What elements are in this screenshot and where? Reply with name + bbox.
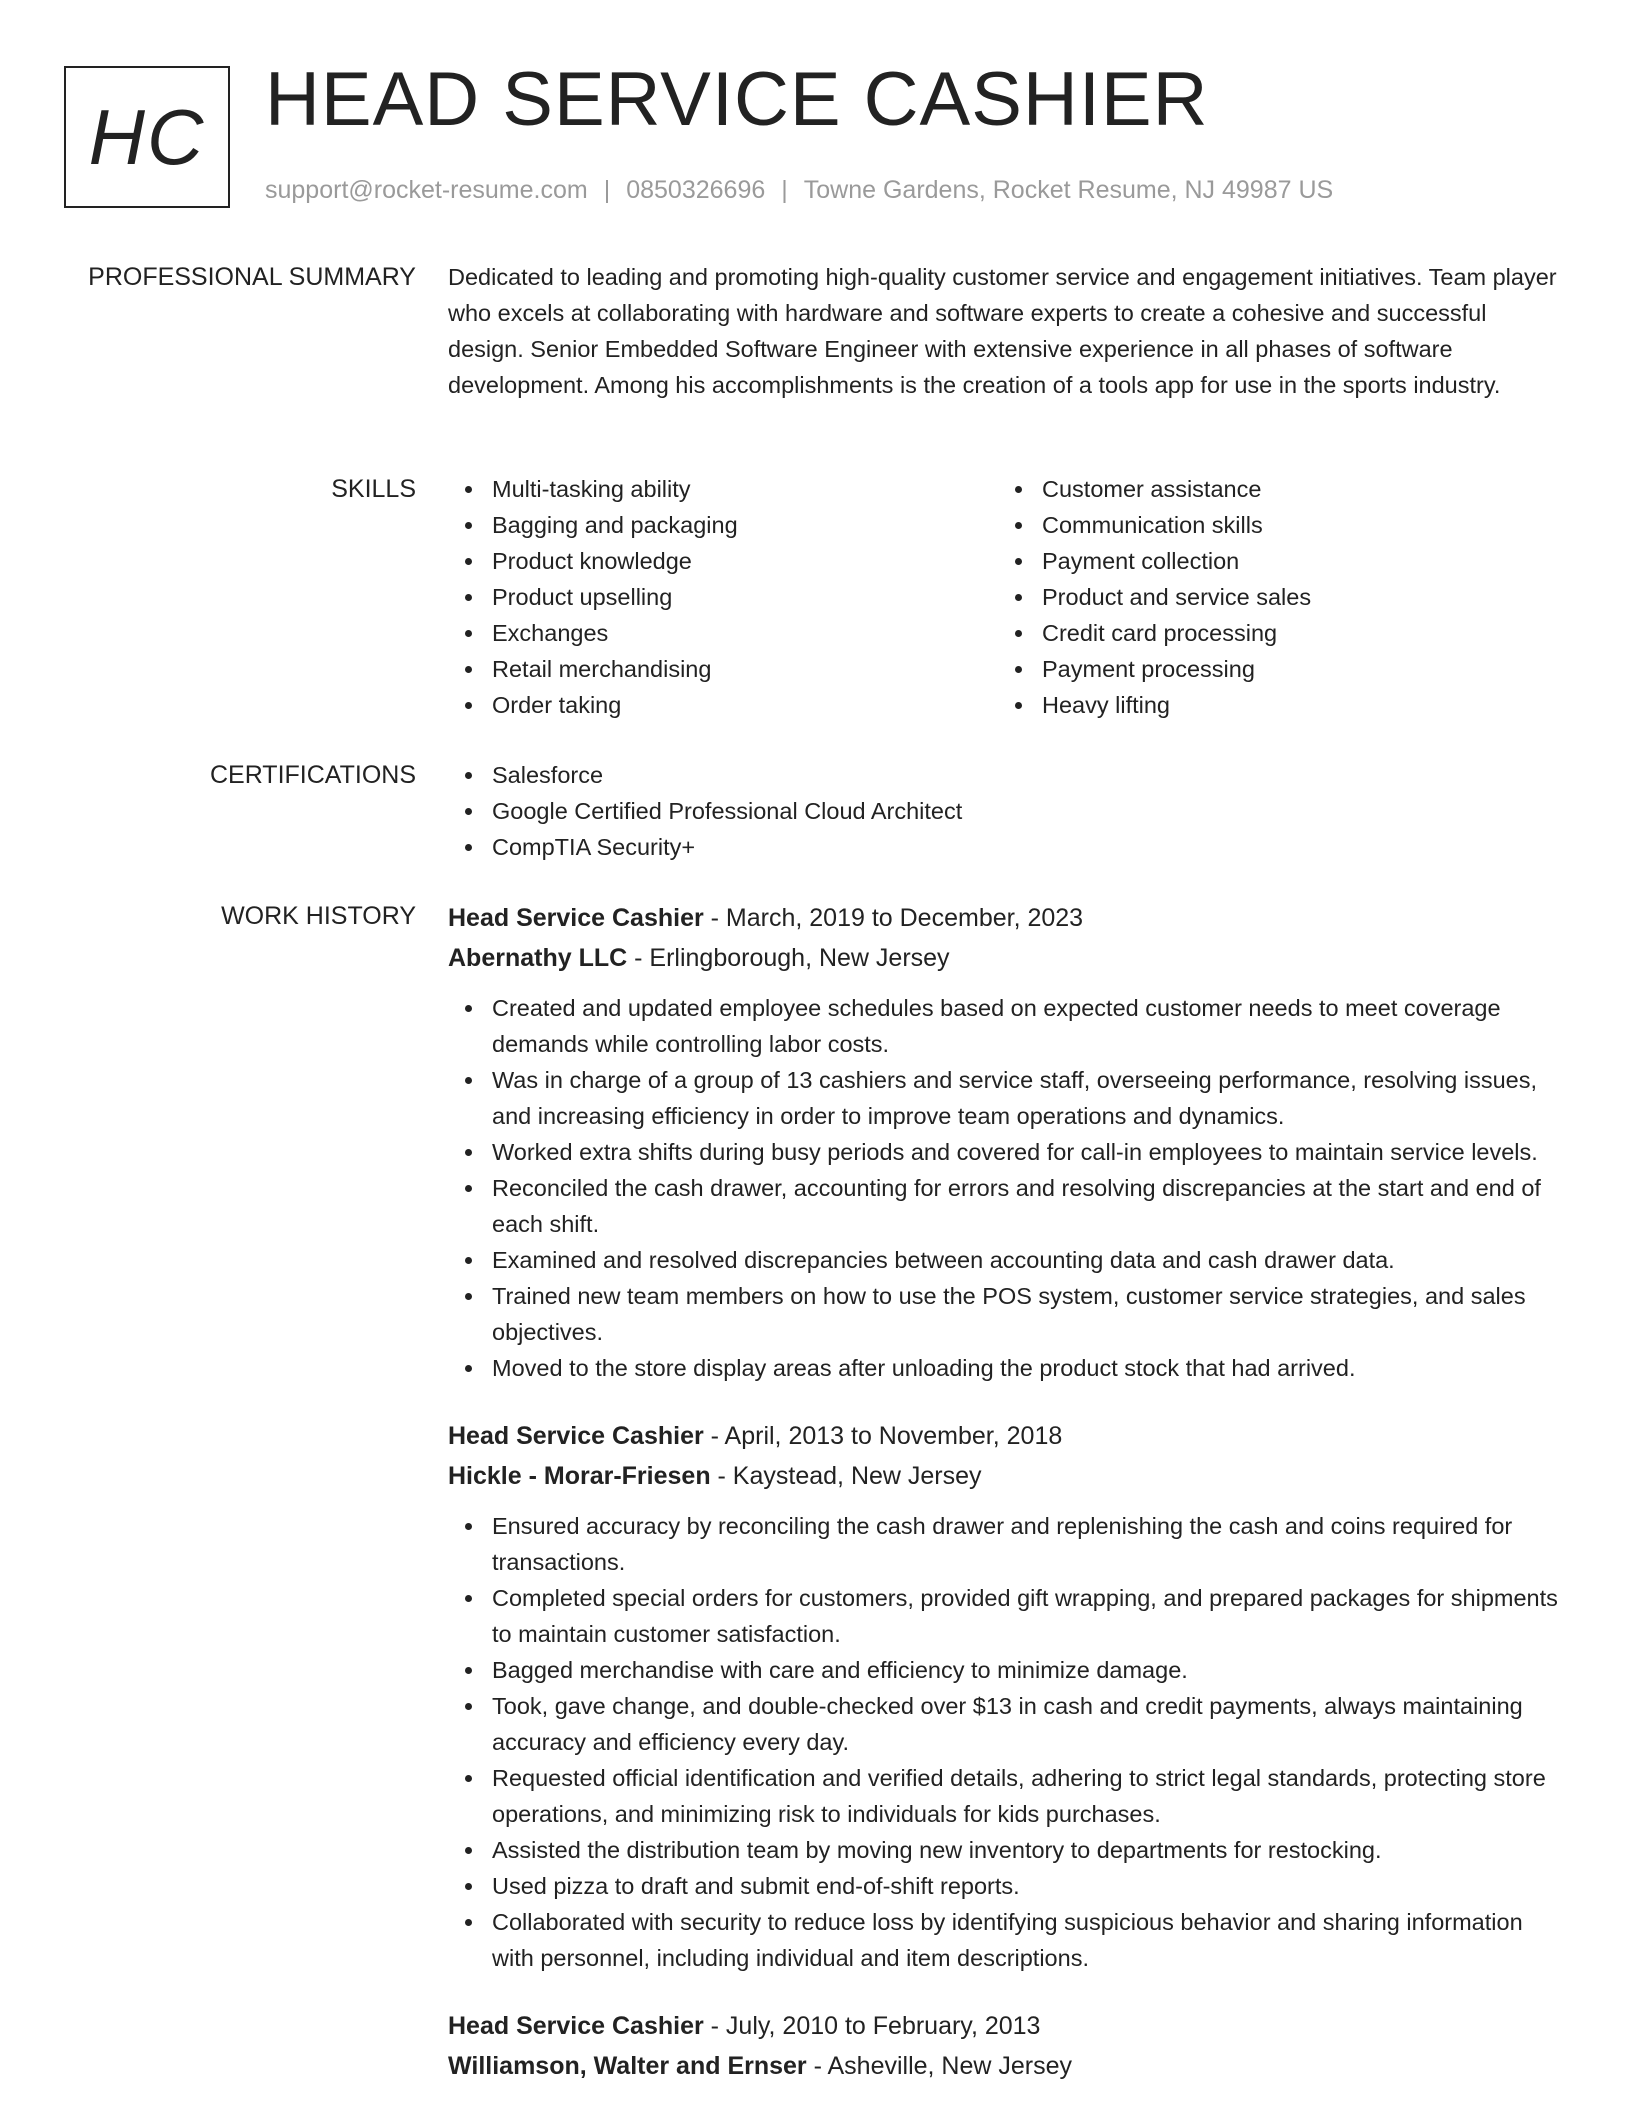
contact-separator: | bbox=[781, 176, 788, 204]
job-location: - Asheville, New Jersey bbox=[806, 2052, 1073, 2080]
skill-item: Product upselling bbox=[448, 579, 998, 615]
job-duties-list bbox=[448, 990, 1568, 1386]
contact-phone[interactable]: 0850326696 bbox=[626, 176, 766, 204]
skill-item: Communication skills bbox=[998, 507, 1548, 543]
contact-separator: | bbox=[603, 176, 611, 204]
job-entry bbox=[448, 898, 1568, 1386]
skill-item: Bagging and packaging bbox=[448, 507, 998, 543]
skill-item: Exchanges bbox=[448, 615, 998, 651]
section-title-certifications: CERTIFICATIONS bbox=[209, 761, 416, 789]
job-company-line bbox=[448, 938, 1568, 978]
skill-item: Payment collection bbox=[998, 543, 1548, 579]
job-duty: Trained new team members on how to use the POS system, customer service strategies, and sales objectives. bbox=[448, 1278, 1568, 1350]
summary-text: Dedicated to leading and promoting high-quality customer service and engagement initiatives. Team player who excels at collaborating with hardware and software experts to create a cohesive and successful design. Senior Embedded Software Engineer with extensive experience in all phases of software development. Among his accomplishments is the creation of a tools app for use in the sports industry. bbox=[448, 264, 1557, 398]
work-history-body bbox=[448, 898, 1568, 2112]
job-duty: Ensured accuracy by reconciling the cash drawer and replenishing the cash and coins required for transactions. bbox=[448, 1508, 1568, 1580]
job-title: Head Service Cashier bbox=[448, 2012, 704, 2040]
job-location: - Erlingborough, New Jersey bbox=[627, 944, 950, 972]
job-duty: Examined and resolved discrepancies between accounting data and cash drawer data. bbox=[448, 1242, 1568, 1278]
job-duty: Completed special orders for customers, provided gift wrapping, and prepared packages for shipments to maintain customer satisfaction. bbox=[448, 1580, 1568, 1652]
job-duty: Assisted the distribution team by moving new inventory to departments for restocking. bbox=[448, 1832, 1568, 1868]
job-title-line bbox=[448, 2006, 1568, 2046]
certification-item: Google Certified Professional Cloud Architect bbox=[448, 793, 1568, 829]
job-duty: Created and updated employee schedules based on expected customer needs to meet coverage demands while controlling labor costs. bbox=[448, 990, 1568, 1062]
job-duty: Reconciled the cash drawer, accounting for errors and resolving discrepancies at the start and end of each shift. bbox=[448, 1170, 1568, 1242]
job-company: Abernathy LLC bbox=[448, 944, 628, 972]
contact-email[interactable]: support@rocket-resume.com bbox=[265, 176, 588, 204]
job-dates: - March, 2019 to December, 2023 bbox=[703, 904, 1084, 932]
skill-item: Heavy lifting bbox=[998, 687, 1548, 723]
job-duty: Was in charge of a group of 13 cashiers and service staff, overseeing performance, resolving issues, and increasing efficiency in order to improve team operations and dynamics. bbox=[448, 1062, 1568, 1134]
job-duty: Used pizza to draft and submit end-of-shift reports. bbox=[448, 1868, 1568, 1904]
contact-line bbox=[265, 176, 1333, 205]
skill-item: Multi-tasking ability bbox=[448, 471, 998, 507]
job-title-line bbox=[448, 1416, 1568, 1456]
skills-column-left bbox=[448, 471, 998, 723]
job-duty: Bagged merchandise with care and efficiency to minimize damage. bbox=[448, 1652, 1568, 1688]
job-duty: Worked extra shifts during busy periods and covered for call-in employees to maintain service levels. bbox=[448, 1134, 1568, 1170]
resume-name: HEAD SERVICE CASHIER bbox=[265, 57, 1209, 142]
monogram-box bbox=[64, 66, 230, 208]
section-title-summary: PROFESSIONAL SUMMARY bbox=[88, 263, 416, 291]
job-duties-list bbox=[448, 1508, 1568, 1976]
job-company: Williamson, Walter and Ernser bbox=[448, 2052, 807, 2080]
job-duty: Collaborated with security to reduce loss by identifying suspicious behavior and sharing information with personnel, including individual and item descriptions. bbox=[448, 1904, 1568, 1976]
skill-item: Product knowledge bbox=[448, 543, 998, 579]
section-title-work-history: WORK HISTORY bbox=[221, 902, 416, 930]
job-entry bbox=[448, 2006, 1568, 2086]
job-duty: Requested official identification and verified details, adhering to strict legal standards, protecting store operations, and minimizing risk to individuals for kids purchases. bbox=[448, 1760, 1568, 1832]
section-title-skills: SKILLS bbox=[331, 475, 416, 503]
job-company-line bbox=[448, 1456, 1568, 1496]
skill-item: Credit card processing bbox=[998, 615, 1548, 651]
job-dates: - July, 2010 to February, 2013 bbox=[703, 2012, 1041, 2040]
certifications-list bbox=[448, 757, 1568, 865]
job-duty: Moved to the store display areas after unloading the product stock that had arrived. bbox=[448, 1350, 1568, 1386]
job-entry bbox=[448, 1416, 1568, 1976]
skill-item: Retail merchandising bbox=[448, 651, 998, 687]
skills-grid bbox=[448, 471, 1568, 723]
monogram-initials: HC bbox=[88, 93, 206, 181]
job-title: Head Service Cashier bbox=[448, 1422, 704, 1450]
job-dates: - April, 2013 to November, 2018 bbox=[703, 1422, 1063, 1450]
certification-item: Salesforce bbox=[448, 757, 1568, 793]
skill-item: Product and service sales bbox=[998, 579, 1548, 615]
skill-item: Order taking bbox=[448, 687, 998, 723]
job-company: Hickle - Morar-Friesen bbox=[448, 1462, 711, 1490]
contact-address: Towne Gardens, Rocket Resume, NJ 49987 US bbox=[803, 176, 1334, 204]
job-location: - Kaystead, New Jersey bbox=[710, 1462, 982, 1490]
skill-item: Payment processing bbox=[998, 651, 1548, 687]
job-duty: Took, gave change, and double-checked over $13 in cash and credit payments, always maintaining accuracy and efficiency every day. bbox=[448, 1688, 1568, 1760]
job-title-line bbox=[448, 898, 1568, 938]
job-company-line bbox=[448, 2046, 1568, 2086]
skills-column-right bbox=[998, 471, 1548, 723]
certification-item: CompTIA Security+ bbox=[448, 829, 1568, 865]
job-title: Head Service Cashier bbox=[448, 904, 704, 932]
skill-item: Customer assistance bbox=[998, 471, 1548, 507]
certifications-body bbox=[448, 757, 1568, 865]
